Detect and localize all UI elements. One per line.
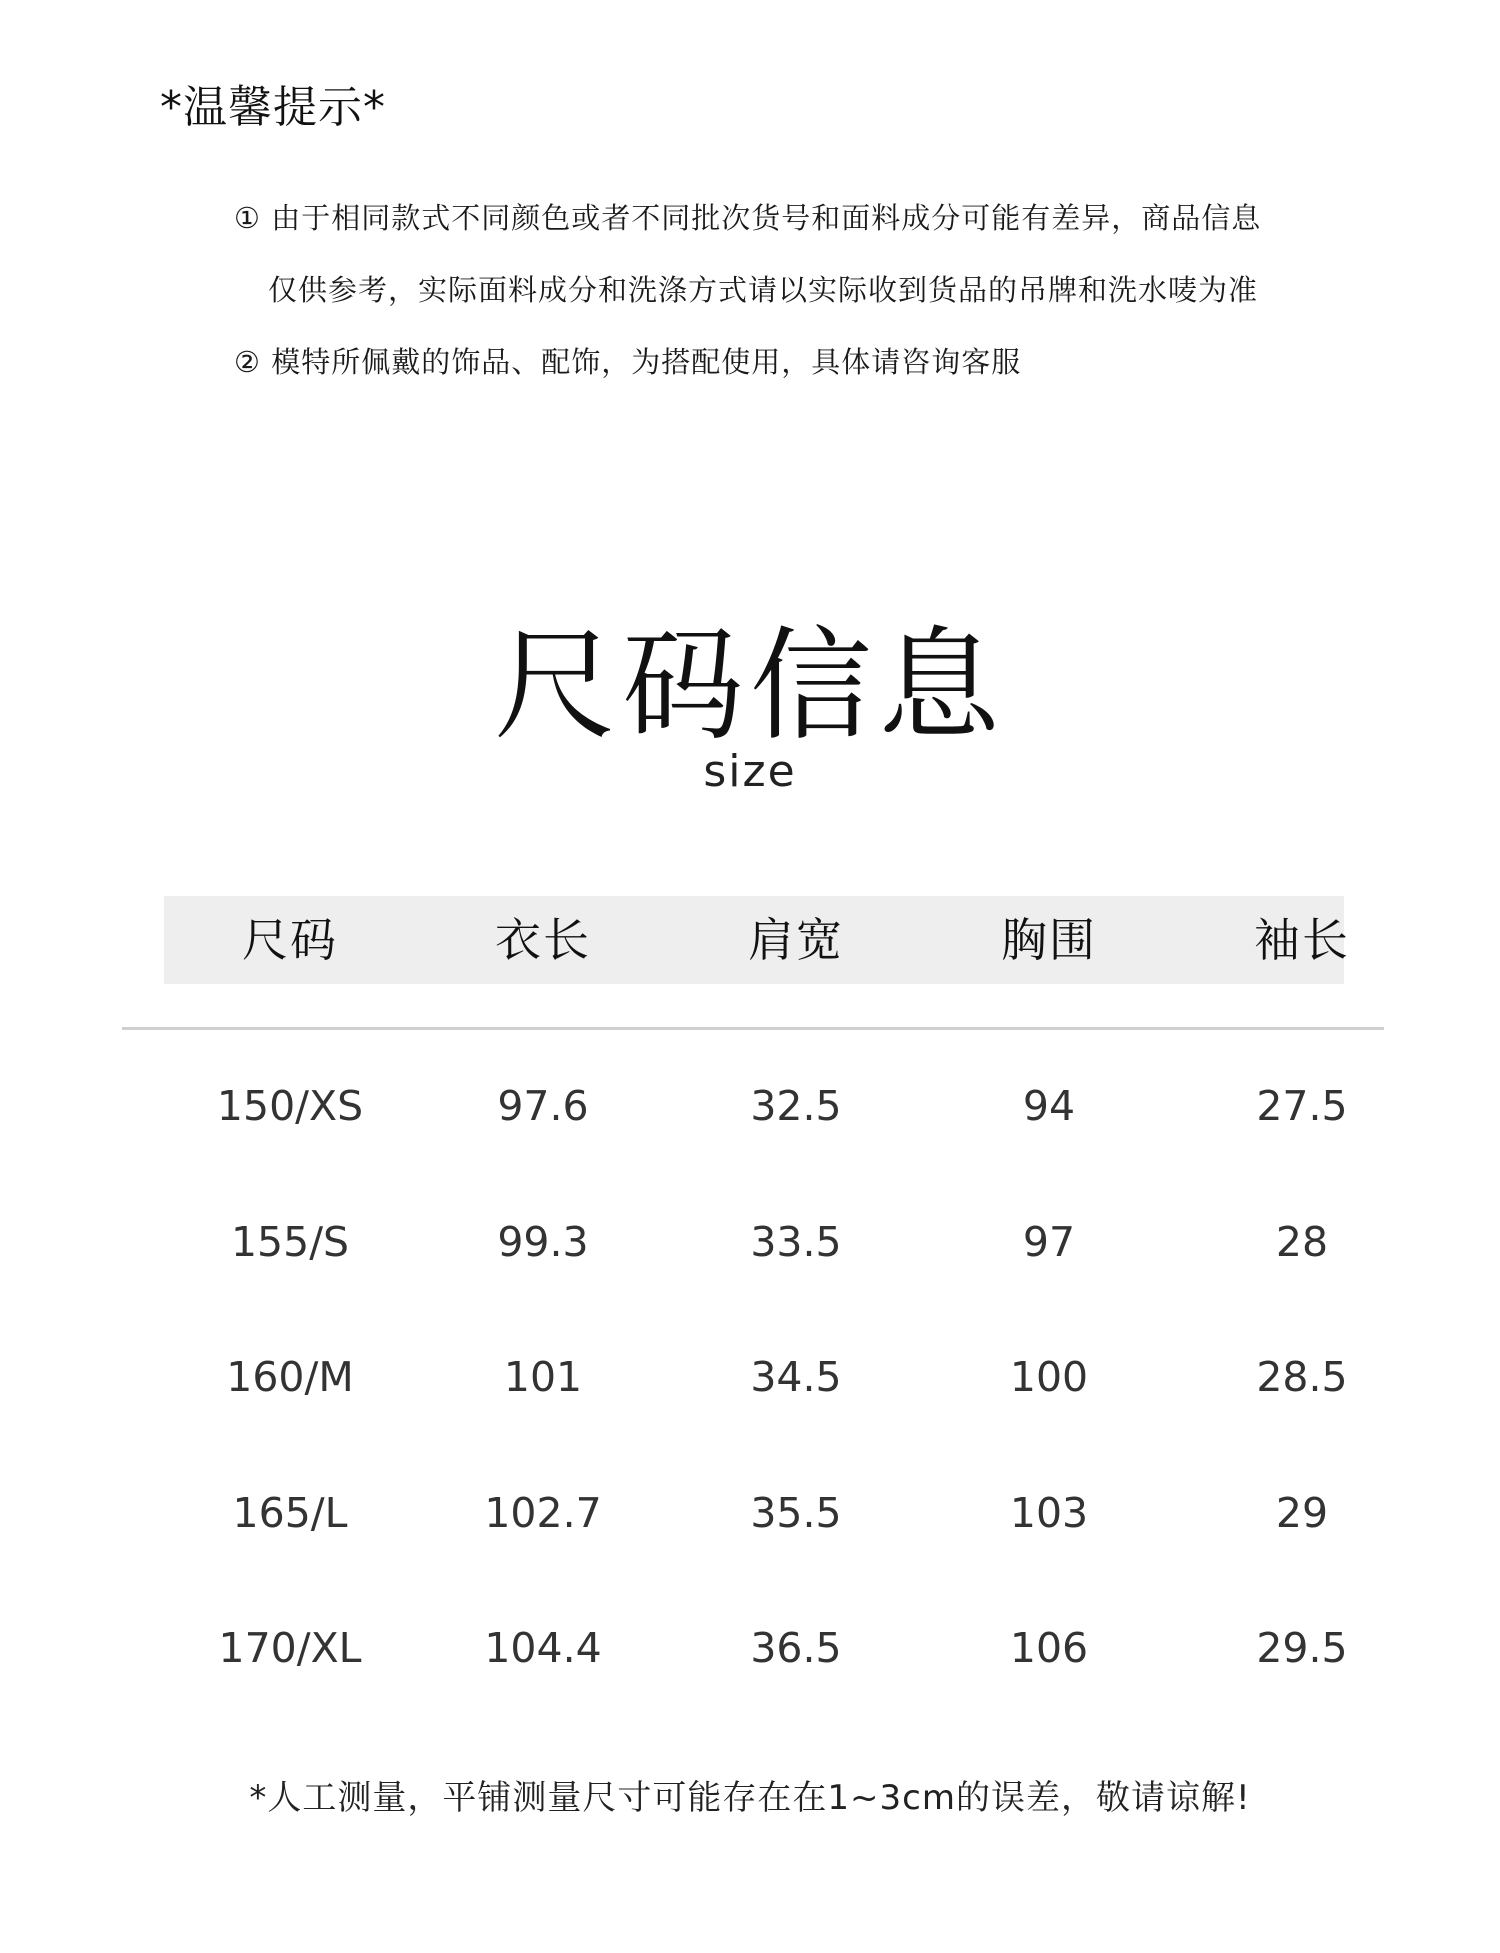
cell-shoulder: 32.5 [750, 1082, 842, 1130]
header-length: 衣长 [495, 913, 591, 967]
cell-size: 170/XL [218, 1624, 362, 1672]
cell-size: 155/S [230, 1218, 350, 1266]
cell-length: 101 [503, 1353, 583, 1401]
cell-length: 104.4 [484, 1624, 602, 1672]
cell-length: 97.6 [497, 1082, 589, 1130]
cell-shoulder: 36.5 [750, 1624, 842, 1672]
cell-shoulder: 33.5 [750, 1218, 842, 1266]
size-section-title: 尺码信息 [494, 615, 1006, 757]
cell-chest: 100 [1009, 1353, 1089, 1401]
table-row [164, 1478, 1344, 1548]
table-row [164, 1613, 1348, 1683]
cell-size: 165/L [232, 1489, 348, 1537]
tips-title: *温馨提示* [160, 82, 386, 133]
table-header [164, 896, 1350, 984]
header-sleeve: 袖长 [1254, 913, 1350, 967]
cell-sleeve: 28 [1275, 1218, 1329, 1266]
size-section-subtitle: size [703, 746, 797, 797]
measurement-footnote: *人工测量，平铺测量尺寸可能存在在1~3cm的误差，敬请谅解! [249, 1778, 1251, 1818]
cell-shoulder: 34.5 [750, 1353, 842, 1401]
cell-sleeve: 29.5 [1256, 1624, 1348, 1672]
tip-1-line-2: 仅供参考，实际面料成分和洗涤方式请以实际收到货品的吊牌和洗水唛为准 [268, 273, 1259, 307]
table-row [164, 1071, 1348, 1141]
cell-chest: 94 [1022, 1082, 1076, 1130]
table-row [164, 1342, 1348, 1412]
tip-1-line-1: ① 由于相同款式不同颜色或者不同批次货号和面料成分可能有差异，商品信息 [234, 201, 1262, 235]
cell-sleeve: 27.5 [1256, 1082, 1348, 1130]
cell-sleeve: 29 [1275, 1489, 1329, 1537]
cell-size: 160/M [226, 1353, 354, 1401]
cell-chest: 106 [1009, 1624, 1089, 1672]
header-shoulder: 肩宽 [748, 913, 844, 967]
cell-shoulder: 35.5 [750, 1489, 842, 1537]
cell-sleeve: 28.5 [1256, 1353, 1348, 1401]
cell-size: 150/XS [216, 1082, 364, 1130]
header-chest: 胸围 [1001, 913, 1097, 967]
cell-chest: 97 [1022, 1218, 1076, 1266]
table-divider [122, 1027, 1384, 1030]
table-row [164, 1207, 1344, 1277]
cell-chest: 103 [1009, 1489, 1089, 1537]
cell-length: 102.7 [484, 1489, 602, 1537]
header-size: 尺码 [242, 913, 338, 967]
cell-length: 99.3 [497, 1218, 589, 1266]
tip-2: ② 模特所佩戴的饰品、配饰，为搭配使用，具体请咨询客服 [234, 345, 1022, 379]
